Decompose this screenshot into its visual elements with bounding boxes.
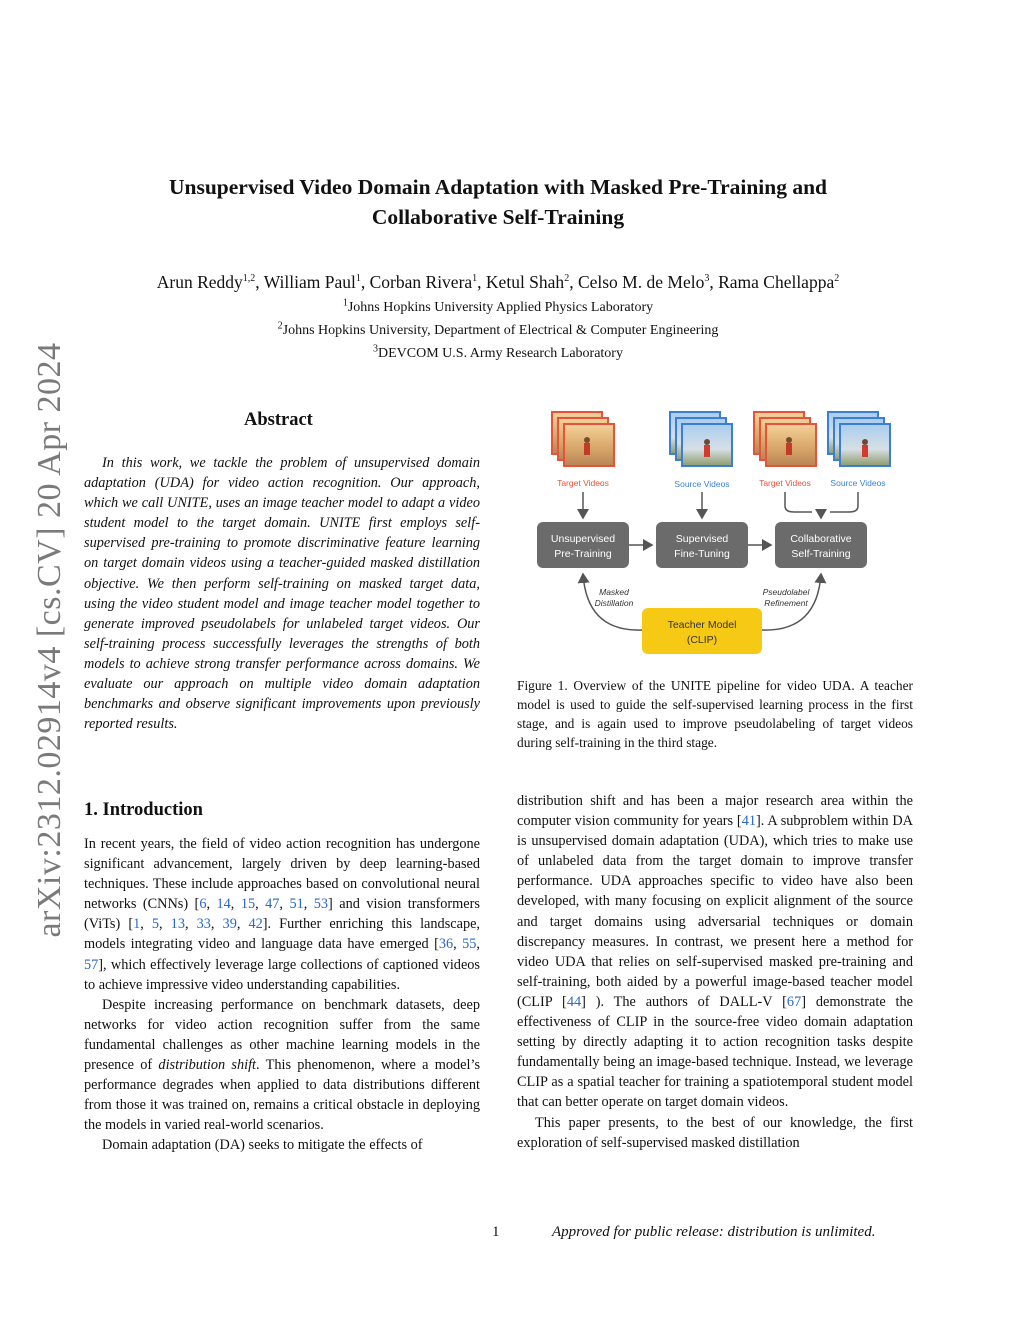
citation-link[interactable]: 13 bbox=[170, 916, 185, 933]
citation-link[interactable]: 47 bbox=[265, 896, 280, 913]
svg-text:Distillation: Distillation bbox=[594, 598, 634, 608]
citation-link[interactable]: 55 bbox=[462, 936, 477, 953]
title-line-1: Unsupervised Video Domain Adaptation with Masked Pre-Training and bbox=[168, 175, 828, 199]
svg-text:Fine-Tuning: Fine-Tuning bbox=[674, 548, 730, 560]
svg-text:Masked: Masked bbox=[599, 587, 629, 597]
citation-link[interactable]: 44 bbox=[566, 993, 582, 1010]
svg-text:(CLIP): (CLIP) bbox=[686, 634, 718, 646]
svg-text:Collaborative: Collaborative bbox=[790, 533, 852, 545]
connector-target bbox=[785, 492, 812, 512]
svg-text:Unsupervised: Unsupervised bbox=[550, 533, 616, 545]
svg-text:Pre-Training: Pre-Training bbox=[554, 548, 612, 560]
citation-link[interactable]: 14 bbox=[216, 896, 231, 913]
svg-text:Self-Training: Self-Training bbox=[791, 548, 851, 560]
right-column-text bbox=[517, 791, 913, 1153]
pipeline-diagram bbox=[532, 406, 902, 666]
svg-text:Pseudolabel: Pseudolabel bbox=[762, 587, 810, 597]
figure-caption: Figure 1. Overview of the UNITE pipeline for video UDA. A teacher model is used to guide the self-supervised learning process in the first stage, and is again used to improve pseudolabeling of target videos during self-training in the third stage. bbox=[517, 678, 913, 750]
citation-link[interactable]: 1 bbox=[133, 916, 141, 933]
intro-paragraph-5: This paper presents, to the best of our knowledge, the first exploration of self-supervised masked distillation bbox=[517, 1114, 913, 1151]
svg-text:Teacher Model: Teacher Model bbox=[667, 619, 737, 631]
source-videos-thumbnail-2 bbox=[828, 412, 890, 466]
affiliation-3: $^3$DEVCOM U.S. Army Research Laboratory bbox=[373, 343, 623, 361]
author-name: Rama Chellappa bbox=[718, 272, 835, 292]
svg-text:Supervised: Supervised bbox=[675, 533, 729, 545]
citation-link[interactable]: 41 bbox=[741, 813, 756, 830]
affiliation-2: $^2$Johns Hopkins University, Department of Electrical & Computer Engineering bbox=[277, 320, 719, 338]
paper-title bbox=[100, 172, 896, 232]
citation-link[interactable]: 36 bbox=[438, 936, 454, 953]
abstract-heading: Abstract bbox=[244, 410, 313, 430]
citation-link[interactable]: 51 bbox=[289, 896, 304, 913]
author-name: Ketul Shah bbox=[485, 272, 565, 292]
source-videos-label-2: Source Videos bbox=[830, 478, 886, 488]
author-name: Celso M. de Melo bbox=[577, 272, 705, 292]
intro-paragraph-4: distribution shift and has been a major research area within the computer vision community for years [41]. A subproblem within DA is unsupervised domain adaptation (UDA), which tries to make use of unlabeled data from the target domain to improve transfer performance. UDA approaches specific to video have also been developed, with many focusing on explicit alignment of the source and target domains using adversarial techniques or domain discrepancy measures. In contrast, we present here a method for video UDA that relies on self-supervised masked pre-training and self-training, both aided by a powerful image-based teacher model (CLIP [44] ). The authors of DALL-V [67] demonstrate the effectiveness of CLIP in the source-free video domain adaptation setting by directly adapting it to action recognition tasks despite fundamentally being an image-based technique. Instead, we leverage CLIP as a spatial teacher for training a spatiotemporal student model that can better operate on target domain videos. bbox=[517, 793, 913, 1111]
teacher-model-box bbox=[642, 608, 762, 654]
figure-1 bbox=[532, 406, 902, 666]
title-line-2: Collaborative Self-Training bbox=[371, 205, 625, 229]
target-videos-label-2: Target Videos bbox=[759, 478, 811, 488]
target-videos-label-1: Target Videos bbox=[557, 478, 609, 488]
introduction-heading: 1. Introduction bbox=[84, 800, 203, 820]
citation-link[interactable]: 5 bbox=[151, 916, 160, 933]
intro-paragraph-1: In recent years, the field of video action recognition has undergone significant advancement, largely driven by deep learning-based techniques. These include approaches based on convolutional neural networks (CNNs) [6, 14, 15, 47, 51, 53] and vision transformers (ViTs) [1, 5, 13, 33, 39, 42]. Further enriching this landscape, models integrating video and language data have emerged [36, 55, 57], which effectively leverage large collections of captioned videos to achieve impressive video understanding capabilities. bbox=[84, 836, 481, 993]
author-name: Corban Rivera bbox=[369, 272, 473, 292]
connector-source bbox=[830, 492, 858, 512]
citation-link[interactable]: 42 bbox=[248, 916, 263, 933]
citation-link[interactable]: 39 bbox=[222, 916, 237, 933]
author-name: Arun Reddy bbox=[156, 272, 243, 292]
stage-selftraining-box bbox=[775, 522, 867, 568]
svg-text:Refinement: Refinement bbox=[764, 598, 808, 608]
intro-paragraph-3: Domain adaptation (DA) seeks to mitigate the effects of bbox=[102, 1137, 423, 1154]
source-videos-label-1: Source Videos bbox=[674, 479, 730, 489]
citation-link[interactable]: 53 bbox=[313, 896, 329, 913]
page-number: 1 bbox=[492, 1224, 500, 1240]
abstract-text: In this work, we tackle the problem of unsupervised domain adaptation (UDA) for video action recognition. Our approach, which we call UNITE, uses an image teacher model to adapt a video student model to the target domain. UNITE first employs self-supervised pre-training to promote discriminative feature learning on target domain videos using a teacher-guided masked distillation objective. We then perform self-training on masked target data, using the video student model and image teacher model together to generate improved pseudolabels for unlabeled target videos. Our self-training process successfully leverages the strengths of both models to achieve strong transfer performance across domains. We evaluate our approach on multiple video domain adaptation benchmarks and observe significant improvements upon previously reported results. bbox=[84, 455, 480, 733]
citation-link[interactable]: 67 bbox=[786, 993, 802, 1010]
citation-link[interactable]: 6 bbox=[199, 896, 207, 913]
stage-finetuning-box bbox=[656, 522, 748, 568]
author-name: William Paul bbox=[263, 272, 356, 292]
source-videos-thumbnail-1 bbox=[670, 412, 732, 466]
stage-pretraining-box bbox=[537, 522, 629, 568]
left-column-text bbox=[84, 834, 480, 1156]
affiliation-1: $^1$Johns Hopkins University Applied Physics Laboratory bbox=[342, 297, 654, 315]
release-note: Approved for public release: distribution is unlimited. bbox=[552, 1224, 876, 1240]
citation-link[interactable]: 33 bbox=[196, 916, 211, 933]
target-videos-thumbnail-2 bbox=[754, 412, 816, 466]
citation-link[interactable]: 15 bbox=[240, 896, 256, 913]
target-videos-thumbnail-1 bbox=[552, 412, 614, 466]
intro-paragraph-2: Despite increasing performance on benchmark datasets, deep networks for video action recognition suffer from the same fundamental challenges as other machine learning models in the presence of distribution shift. This phenomenon, where a model’s performance degrades when applied to data distributions different from those it was trained on, remains a critical obstacle in deploying the models in varied real-world scenarios. bbox=[84, 996, 481, 1134]
citation-link[interactable]: 57 bbox=[84, 956, 99, 973]
arxiv-stamp: arXiv:2312.02914v4 [cs.CV] 20 Apr 2024 bbox=[31, 342, 68, 938]
author-list: Arun Reddy$^{1,2}$, William Paul$^1$, Corban Rivera$^1$, Ketul Shah$^2$, Celso M. de Melo$^3$, Rama Chellappa$^2$ bbox=[156, 272, 840, 292]
